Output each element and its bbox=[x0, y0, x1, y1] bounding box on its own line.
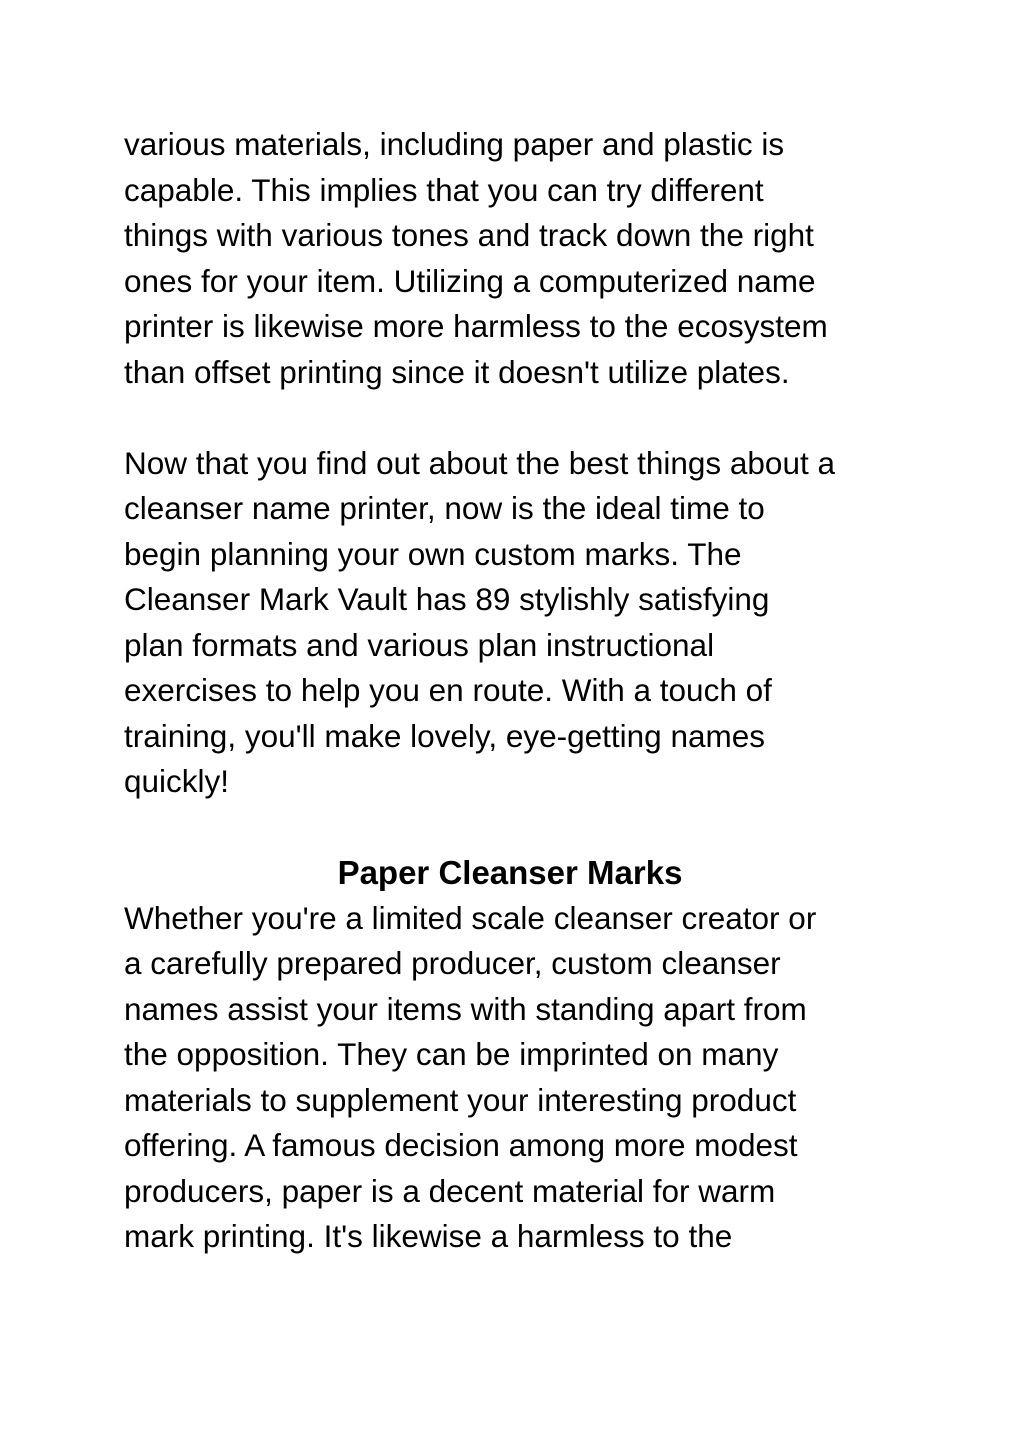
text-line: things with various tones and track down the right bbox=[124, 217, 814, 253]
text-line: capable. This implies that you can try different bbox=[124, 171, 764, 208]
text-line: the opposition. They can be imprinted on many bbox=[124, 1036, 779, 1072]
text-line: begin planning your own custom marks. The bbox=[124, 535, 742, 572]
text-line: quickly! bbox=[124, 763, 230, 799]
text-line: various materials, including paper and plastic is bbox=[124, 126, 785, 162]
text-line: printer is likewise more harmless to the ecosystem bbox=[124, 308, 828, 344]
text-line: ones for your item. Utilizing a computerized name bbox=[124, 262, 816, 299]
text-line: Whether you're a limited scale cleanser creator or bbox=[124, 899, 817, 936]
text-line: names assist your items with standing apart from bbox=[124, 990, 807, 1027]
text-line: a carefully prepared producer, custom cleanser bbox=[124, 945, 781, 981]
text-line: plan formats and various plan instructional bbox=[124, 626, 715, 663]
text-line: exercises to help you en route. With a touch of bbox=[124, 672, 772, 708]
section-heading: Paper Cleanser Marks bbox=[337, 854, 683, 891]
text-line: Now that you find out about the best things about a bbox=[124, 444, 835, 481]
paragraph-spacer bbox=[124, 805, 914, 851]
text-line: offering. A famous decision among more modest bbox=[124, 1127, 798, 1163]
text-line: cleanser name printer, now is the ideal time to bbox=[124, 490, 765, 526]
text-line: producers, paper is a decent material for warm bbox=[124, 1172, 776, 1209]
text-line: materials to supplement your interesting product bbox=[124, 1081, 797, 1118]
paragraph-planning bbox=[124, 441, 914, 805]
text-line: mark printing. It's likewise a harmless to the bbox=[124, 1218, 733, 1254]
paragraph-materials bbox=[124, 122, 914, 395]
document-page bbox=[124, 122, 914, 1260]
text-line: training, you'll make lovely, eye-getting names bbox=[124, 717, 765, 754]
paragraph-paper-marks bbox=[124, 896, 914, 1260]
text-line: Cleanser Mark Vault has 89 stylishly satisfying bbox=[124, 581, 770, 617]
text-line: than offset printing since it doesn't utilize plates. bbox=[124, 353, 790, 390]
paragraph-spacer bbox=[124, 395, 914, 441]
